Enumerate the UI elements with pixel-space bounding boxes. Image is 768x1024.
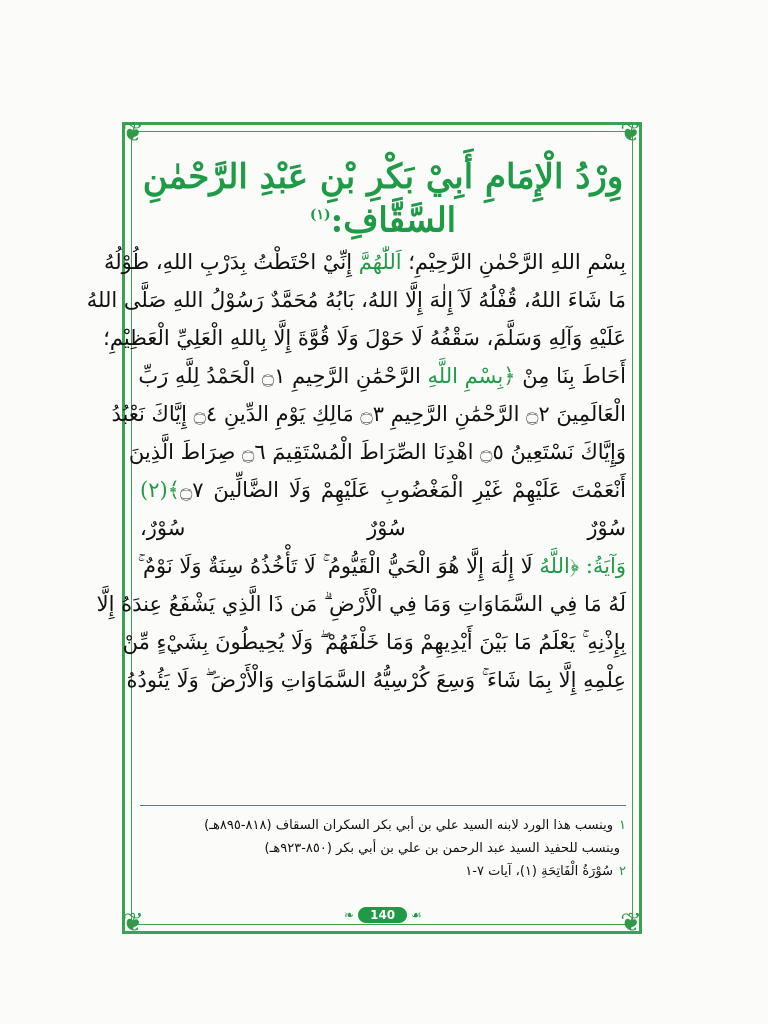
text-line [137,547,626,585]
footnote-separator [140,805,626,806]
line-text: لَا إِلَٰهَ إِلَّا هُوَ الْحَيُّ الْقَيُّومُ ۚ لَا تَأْخُذُهُ سِنَةٌ وَلَا نَوْمٌ ۚ [137,554,540,579]
corner-ornament-icon: ❦ [620,908,642,938]
line-text: سُوْرٌ سُوْرٌ سُوْرٌ، [140,516,626,541]
text-line [128,433,626,471]
line-text: بِإِذْنِهِ ۚ يَعْلَمُ مَا بَيْنَ أَيْدِيهِمْ وَمَا خَلْفَهُمْ ۖ وَلَا يُحِيطُونَ بِشَيْءٍ مِّنْ [122,630,626,655]
corner-ornament-icon: ❦ [122,118,144,148]
page-title [140,158,626,239]
line-text: مَا شَاءَ اللهُ، قُفْلُهُ لَآ إِلٰهَ إِلَّا اللهُ، بَابُهُ مُحَمَّدٌ رَسُوْلُ اللهِ صَلَّى اللهُ [86,288,626,313]
footnote [140,860,626,883]
line-text: لَهُ مَا فِي السَّمَاوَاتِ وَمَا فِي الْأَرْضِ ۗ مَن ذَا الَّذِي يَشْفَعُ عِندَهُ إِلَّا [96,592,626,617]
footnote [140,837,626,860]
flourish-icon: ❧ [344,908,355,922]
line-text: وَإِيَّاكَ نَسْتَعِينُ ۝٥ اهْدِنَا الصِّرَاطَ الْمُسْتَقِيمَ ۝٦ صِرَاطَ الَّذِينَ [128,440,626,465]
footnotes [140,814,626,883]
text-line [103,243,626,281]
title-text: وِرْدُ الْإِمَامِ أَبِيْ بَكْرِ بْنِ عَبْدِ الرَّحْمٰنِ السَّقَّافِ: [142,157,624,241]
page-number-area [140,904,626,923]
footnote-text: وينسب للحفيد السيد عبد الرحمن بن علي بن أبي بكر (٨٥٠-٩٢٣هـ) [264,841,620,856]
text-line [140,471,626,509]
flourish-icon: ☙ [411,908,422,922]
text-line [122,623,626,661]
corner-ornament-icon: ❦ [620,118,642,148]
line-text: الْعَالَمِينَ ۝٢ الرَّحْمَٰنِ الرَّحِيمِ ۝٣ مَالِكِ يَوْمِ الدِّينِ ۝٤ إِيَّاكَ نَعْبُدُ [111,402,626,427]
line-text: أَنْعَمْتَ عَلَيْهِمْ غَيْرِ الْمَغْضُوبِ عَلَيْهِمْ وَلَا الضَّالِّينَ ۝٧ [179,478,626,503]
text-line [111,395,626,433]
line-text: عَلَيْهِ وَآلِهِ وَسَلَّمَ، سَقْفُهُ لَا حَوْلَ وَلَا قُوَّةَ إِلَّا بِاللهِ الْعَلِيِّ الْعَظِيْمِ؛ [103,326,626,351]
line-text: الرَّحْمَٰنِ الرَّحِيمِ ۝١ الْحَمْدُ لِلَّهِ رَبِّ [138,364,428,389]
footnote-text: وينسب هذا الورد لابنه السيد علي بن أبي بكر السكران السقاف (٨١٨-٨٩٥هـ) [204,818,614,833]
line-text: أَحَاطَ بِنَا مِنْ [515,364,626,389]
body-text [86,243,626,699]
page-number: 140 [358,907,407,923]
text-line [103,319,626,357]
corner-ornament-icon: ❦ [122,908,144,938]
footnote-number: ١ [619,818,626,833]
highlighted-text: ﴿بِسْمِ اللَّهِ [427,364,516,389]
title-footnote-ref: (١) [309,207,331,223]
highlighted-text: وَآيَةُ: ﴿اللَّهُ [539,554,626,579]
footnote-number: ٢ [619,864,626,879]
line-text: عِلْمِهِ إِلَّا بِمَا شَاءَ ۚ وَسِعَ كُرْسِيُّهُ السَّمَاوَاتِ وَالْأَرْضَ ۖ وَلَا يَئُودُهُ [126,668,626,693]
text-line [86,281,626,319]
footnote [140,814,626,837]
text-line [140,509,626,547]
text-line [140,357,626,395]
text-line [126,661,626,699]
line-text: إِنِّيْ احْتَطْتُ بِدَرْبِ اللهِ، طُوْلُهُ [103,250,359,275]
line-text: بِسْمِ اللهِ الرَّحْمٰنِ الرَّحِيْمِ؛ [401,250,626,275]
highlighted-text: اَللّٰهُمَّ [358,250,402,275]
footnote-text: سُوْرَةُ الْفَاتِحَةِ (١)، آيات ٧-١ [465,864,614,879]
highlighted-text: ﴾(٢) [140,478,180,503]
text-line [96,585,626,623]
page-content [86,150,626,922]
